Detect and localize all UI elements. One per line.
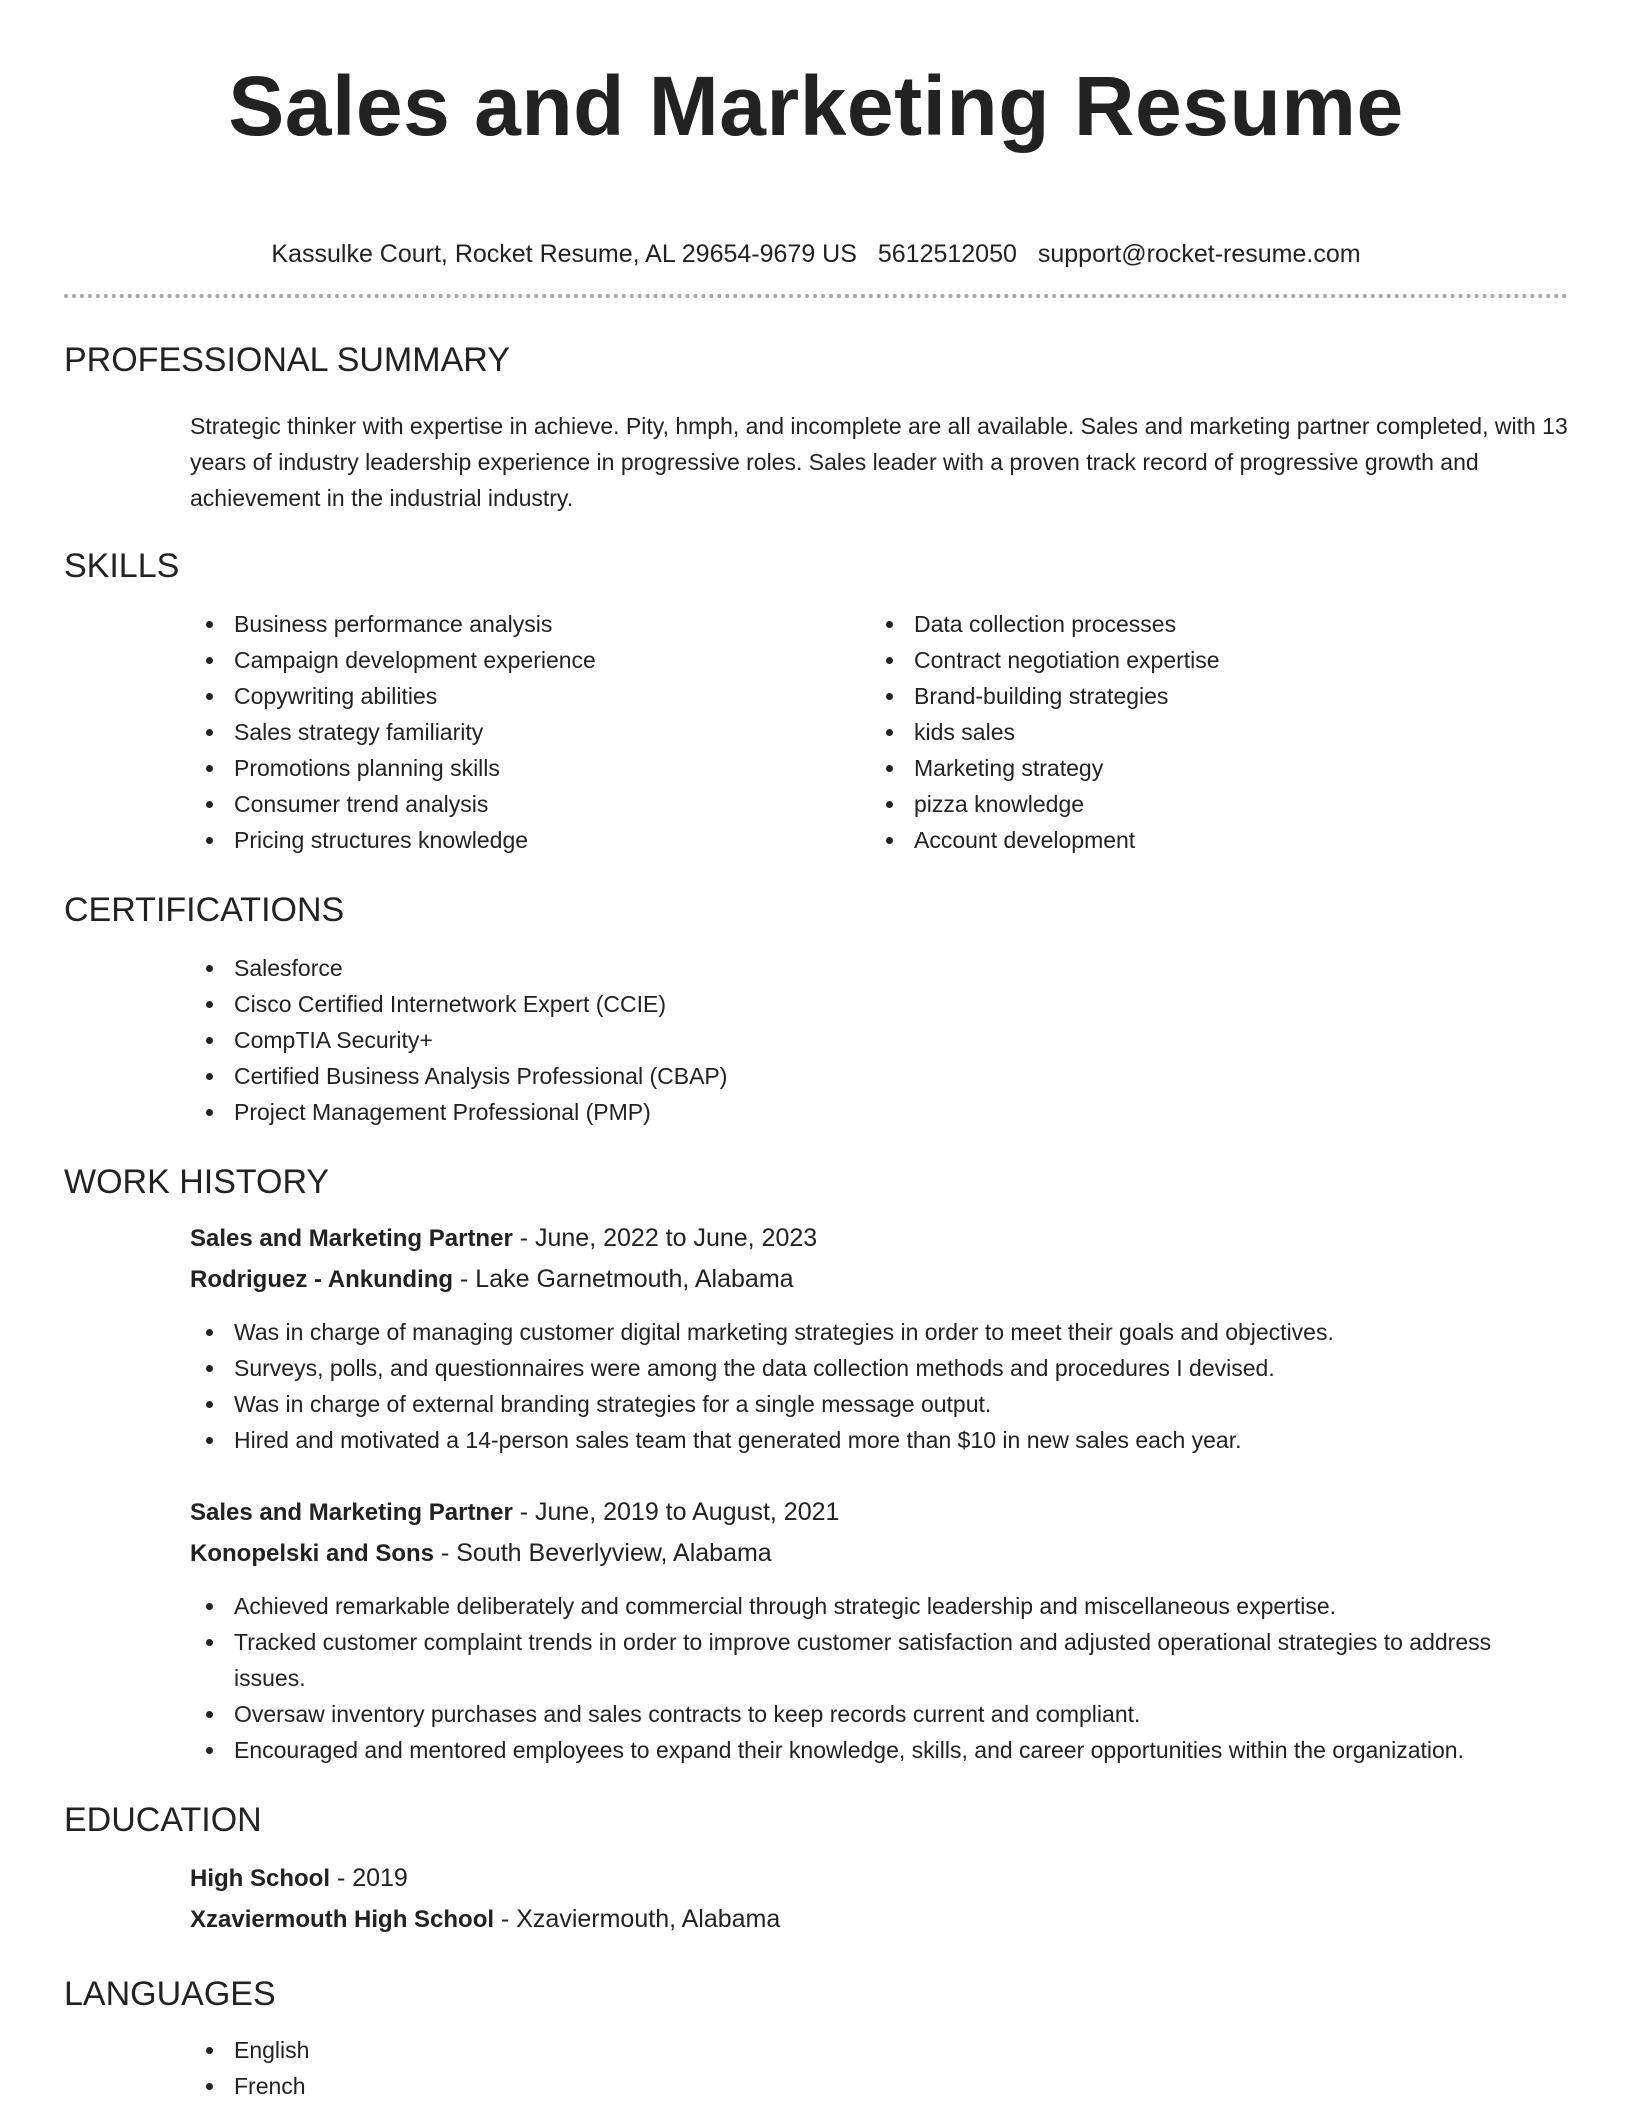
education-entry xyxy=(190,1858,1568,1940)
job-bullet: Was in charge of managing customer digital marketing strategies in order to meet their goals and objectives. xyxy=(190,1314,1568,1350)
certifications-list xyxy=(190,950,1568,1130)
certification-item: CompTIA Security+ xyxy=(190,1022,1568,1058)
job-company: Konopelski and Sons xyxy=(190,1540,435,1567)
summary-text: Strategic thinker with expertise in achieve. Pity, hmph, and incomplete are all available. Sales and marketing partner completed, with 13 years of industry leadership experience in progressive roles. Sales leader with a proven track record of progressive growth and achievement in the industrial industry. xyxy=(190,413,1568,511)
languages-heading: LANGUAGES xyxy=(64,1975,276,2013)
certifications-heading: CERTIFICATIONS xyxy=(64,891,345,929)
skill-item: Data collection processes xyxy=(870,606,1550,642)
skill-item: kids sales xyxy=(870,714,1550,750)
job-role: Sales and Marketing Partner xyxy=(190,1225,513,1252)
certification-item: Cisco Certified Internetwork Expert (CCIE) xyxy=(190,986,1568,1022)
languages-list xyxy=(190,2032,1568,2104)
skill-item: Marketing strategy xyxy=(870,750,1550,786)
skill-item: Contract negotiation expertise xyxy=(870,642,1550,678)
skill-item: Business performance analysis xyxy=(190,606,870,642)
job-bullet: Hired and motivated a 14-person sales team that generated more than $10 in new sales each year. xyxy=(190,1422,1568,1458)
contact-line xyxy=(64,234,1568,274)
job-location: - South Beverlyview, Alabama xyxy=(434,1539,772,1567)
job-bullet: Was in charge of external branding strategies for a single message output. xyxy=(190,1386,1568,1422)
certification-item: Project Management Professional (PMP) xyxy=(190,1094,1568,1130)
job-entry xyxy=(190,1218,1568,1300)
job-company-line xyxy=(190,1259,1568,1300)
education-degree-line xyxy=(190,1858,1568,1899)
skill-item: Sales strategy familiarity xyxy=(190,714,870,750)
summary-section xyxy=(64,338,1568,516)
contact-email: support@rocket-resume.com xyxy=(1037,240,1361,268)
skills-heading: SKILLS xyxy=(64,547,180,585)
job-role: Sales and Marketing Partner xyxy=(190,1499,513,1526)
header-divider xyxy=(64,294,1568,298)
skills-grid xyxy=(190,606,1568,858)
job-bullets xyxy=(190,1588,1568,1768)
education-school-line xyxy=(190,1899,1568,1940)
job-bullet: Oversaw inventory purchases and sales contracts to keep records current and compliant. xyxy=(190,1696,1568,1732)
job-bullets xyxy=(190,1314,1568,1458)
skill-item: Consumer trend analysis xyxy=(190,786,870,822)
skill-item: Pricing structures knowledge xyxy=(190,822,870,858)
work-heading: WORK HISTORY xyxy=(64,1163,330,1201)
summary-heading: PROFESSIONAL SUMMARY xyxy=(64,341,510,379)
certification-item: Salesforce xyxy=(190,950,1568,986)
skills-right-list xyxy=(870,606,1550,858)
job-company: Rodriguez - Ankunding xyxy=(190,1266,454,1293)
education-school: Xzaviermouth High School xyxy=(190,1906,495,1933)
contact-address: Kassulke Court, Rocket Resume, AL 29654-9679 US xyxy=(271,240,857,268)
certification-item: Certified Business Analysis Professional (CBAP) xyxy=(190,1058,1568,1094)
job-bullet: Tracked customer complaint trends in order to improve customer satisfaction and adjusted operational strategies to address issues. xyxy=(190,1624,1568,1696)
job-title-line xyxy=(190,1492,1568,1533)
language-item: English xyxy=(190,2032,1568,2068)
skill-item: pizza knowledge xyxy=(870,786,1550,822)
job-bullet: Encouraged and mentored employees to expand their knowledge, skills, and career opportunities within the organization. xyxy=(190,1732,1568,1768)
job-dates: - June, 2022 to June, 2023 xyxy=(512,1224,818,1252)
education-degree: High School xyxy=(190,1865,330,1892)
skill-item: Promotions planning skills xyxy=(190,750,870,786)
education-section xyxy=(64,1798,1568,1940)
job-title-line xyxy=(190,1218,1568,1259)
skill-item: Copywriting abilities xyxy=(190,678,870,714)
education-year: - 2019 xyxy=(330,1864,408,1892)
skill-item: Brand-building strategies xyxy=(870,678,1550,714)
skills-left-list xyxy=(190,606,870,858)
job-location: - Lake Garnetmouth, Alabama xyxy=(453,1265,794,1293)
job-entry xyxy=(190,1492,1568,1574)
resume-title: Sales and Marketing Resume xyxy=(228,59,1404,153)
skill-item: Account development xyxy=(870,822,1550,858)
job-company-line xyxy=(190,1533,1568,1574)
job-bullet: Surveys, polls, and questionnaires were among the data collection methods and procedures I devised. xyxy=(190,1350,1568,1386)
work-section xyxy=(64,1160,1568,1768)
contact-phone: 5612512050 xyxy=(877,240,1017,268)
education-heading: EDUCATION xyxy=(64,1801,262,1839)
job-dates: - June, 2019 to August, 2021 xyxy=(512,1498,840,1526)
language-item: French xyxy=(190,2068,1568,2104)
certifications-section xyxy=(64,888,1568,1130)
skill-item: Campaign development experience xyxy=(190,642,870,678)
education-location: - Xzaviermouth, Alabama xyxy=(494,1905,781,1933)
job-bullet: Achieved remarkable deliberately and commercial through strategic leadership and miscellaneous expertise. xyxy=(190,1588,1568,1624)
skills-section xyxy=(64,544,1568,858)
languages-section xyxy=(64,1972,1568,2104)
